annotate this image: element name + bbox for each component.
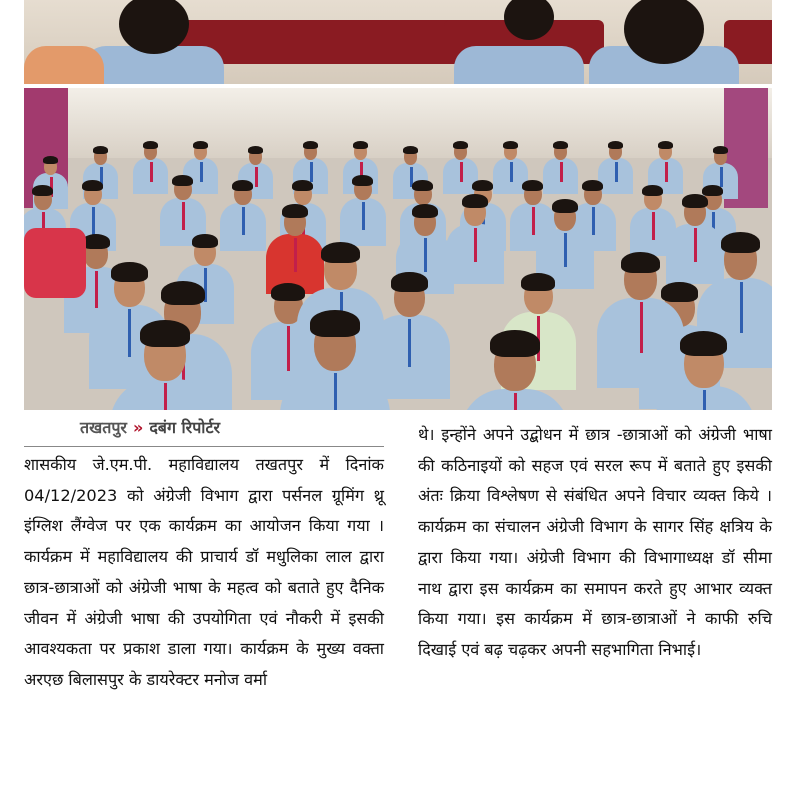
top-event-photo (24, 0, 772, 84)
article-left-text: शासकीय जे.एम.पी. महाविद्यालय तखतपुर में दिनांक 04/12/2023 को अंग्रेजी विभाग द्वारा पर्सनल ग्रूमिंग थ्रू इंग्लिश लैंग्वेज पर एक कार्यक्रम का आयोजन किया गया । कार्यक्रम में महाविद्यालय की प्राचार्य डॉ मधुलिका लाल द्वारा छात्र-छात्राओं को अंग्रेजी भाषा के महत्व को बताते हुए दैनिक जीवन में अंग्रेजी भाषा की उपयोगिता एवं नौकरी में इसकी आवश्यकता पर प्रकाश डाला गया। कार्यक्रम के मुख्य वक्ता अरएछ बिलासपुर के डायरेक्टर मनोज वर्मा (24, 455, 384, 689)
article-right-column (418, 420, 772, 666)
students-audience-photo (24, 88, 772, 410)
byline-location: तखतपुर (80, 418, 127, 437)
byline (80, 416, 220, 444)
byline-rule (24, 446, 384, 447)
article-left-column (24, 450, 384, 696)
byline-reporter: दबंग रिपोर्टर (149, 418, 221, 437)
red-backpack (24, 228, 86, 298)
byline-arrow: » (132, 418, 144, 437)
article-right-text: थे। इन्होंने अपने उद्बोधन में छात्र -छात्राओं को अंग्रेजी भाषा की कठिनाइयों को सहज एवं सरल रूप में बताते हुए इसकी अंतः क्रिया विश्लेषण से संबंधित अपने विचार व्यक्त किये । कार्यक्रम का संचालन अंग्रेजी विभाग के सागर सिंह क्षत्रिय के द्वारा किया गया। अंग्रेजी विभाग की विभागाध्यक्ष डॉ सीमा नाथ द्वारा इस कार्यक्रम का समापन करते हुए आभार व्यक्त किया गया। इस कार्यक्रम में छात्र-छात्राओं ने काफी रुचि दिखाई एवं बढ़ चढ़कर अपनी सहभागिता निभाई। (418, 425, 772, 659)
